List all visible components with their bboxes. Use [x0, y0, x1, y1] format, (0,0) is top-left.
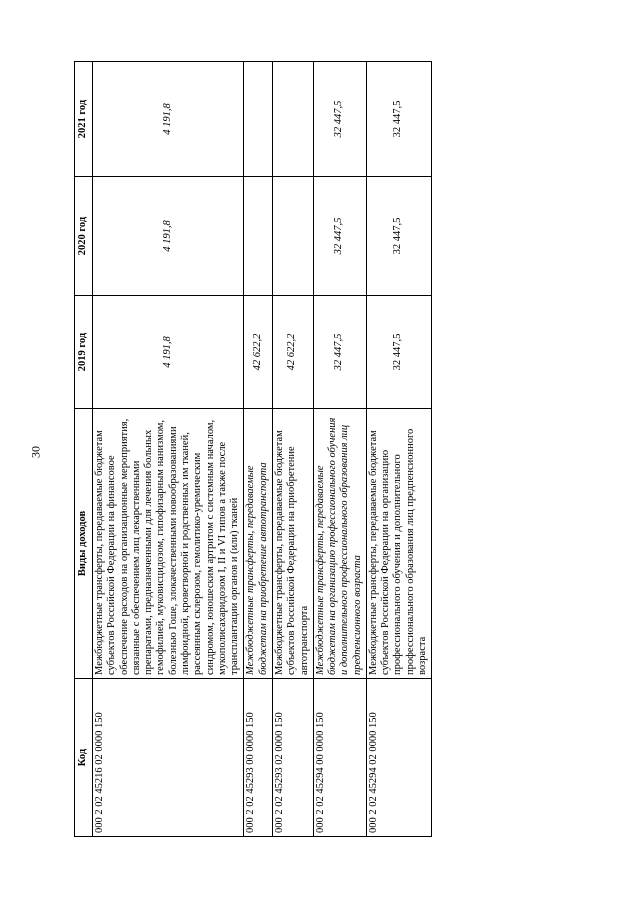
table-row	[272, 62, 313, 837]
revenue-table	[74, 61, 432, 837]
cell-2020: 32 447,5	[313, 177, 366, 296]
table-row	[313, 62, 366, 837]
table-header-row	[75, 62, 93, 837]
cell-code: 000 2 02 45293 00 0000 150	[244, 679, 273, 837]
cell-2020: 4 191,8	[93, 177, 244, 296]
cell-desc: Межбюджетные трансферты, передаваемые бюджетам субъектов Российской Федерации на организацию профессионального обучения и дополнительного профессионального образования лиц предпенсионного возраста	[366, 409, 431, 679]
cell-code: 000 2 02 45294 02 0000 150	[366, 679, 431, 837]
cell-code: 000 2 02 45216 02 0000 150	[93, 679, 244, 837]
table-row	[93, 62, 244, 837]
cell-2021	[272, 62, 313, 177]
cell-2019: 32 447,5	[366, 296, 431, 409]
header-2021: 2021 год	[75, 62, 93, 177]
header-desc: Виды доходов	[75, 409, 93, 679]
cell-desc: Межбюджетные трансферты, передаваемые бюджетам субъектов Российской Федерации на приобретение автотранспорта	[272, 409, 313, 679]
cell-code: 000 2 02 45294 00 0000 150	[313, 679, 366, 837]
cell-desc: Межбюджетные трансферты, передаваемые бюджетам на организацию профессионального обучения и дополнительного профессионального образования лиц предпенсионного возраста	[313, 409, 366, 679]
cell-2020	[272, 177, 313, 296]
header-2020: 2020 год	[75, 177, 93, 296]
cell-2021	[244, 62, 273, 177]
cell-desc: Межбюджетные трансферты, передаваемые бюджетам субъектов Российской Федерации на финансовое обеспечение расходов на организационные мероприятия, связанные с обеспечением лиц лекарственными препаратами, предназначенными для лечения больных гемофилией, муковисцидозом, гипофизарным нанизмом, болезнью Гоше, злокачественными новообразованиями лимфоидной, кроветворной и родственных им тканей, рассеянным склерозом, гемолитико-уремическим синдромом, юношеским артритом с системным началом, мукополисахаридозом I, II и VI типов а также после трансплантации органов и (или) тканей	[93, 409, 244, 679]
cell-2021: 32 447,5	[366, 62, 431, 177]
cell-2019: 42 622,2	[272, 296, 313, 409]
cell-2020: 32 447,5	[366, 177, 431, 296]
cell-desc: Межбюджетные трансферты, передаваемые бюджетам на приобретение автотранспорта	[244, 409, 273, 679]
header-2019: 2019 год	[75, 296, 93, 409]
cell-2020	[244, 177, 273, 296]
page-number: 30	[28, 446, 43, 458]
header-code: Код	[75, 679, 93, 837]
cell-2021: 4 191,8	[93, 62, 244, 177]
rotated-table-container	[74, 62, 486, 837]
cell-code: 000 2 02 45293 02 0000 150	[272, 679, 313, 837]
cell-2019: 42 622,2	[244, 296, 273, 409]
table-row	[366, 62, 431, 837]
cell-2019: 32 447,5	[313, 296, 366, 409]
table-row	[244, 62, 273, 837]
cell-2021: 32 447,5	[313, 62, 366, 177]
cell-2019: 4 191,8	[93, 296, 244, 409]
